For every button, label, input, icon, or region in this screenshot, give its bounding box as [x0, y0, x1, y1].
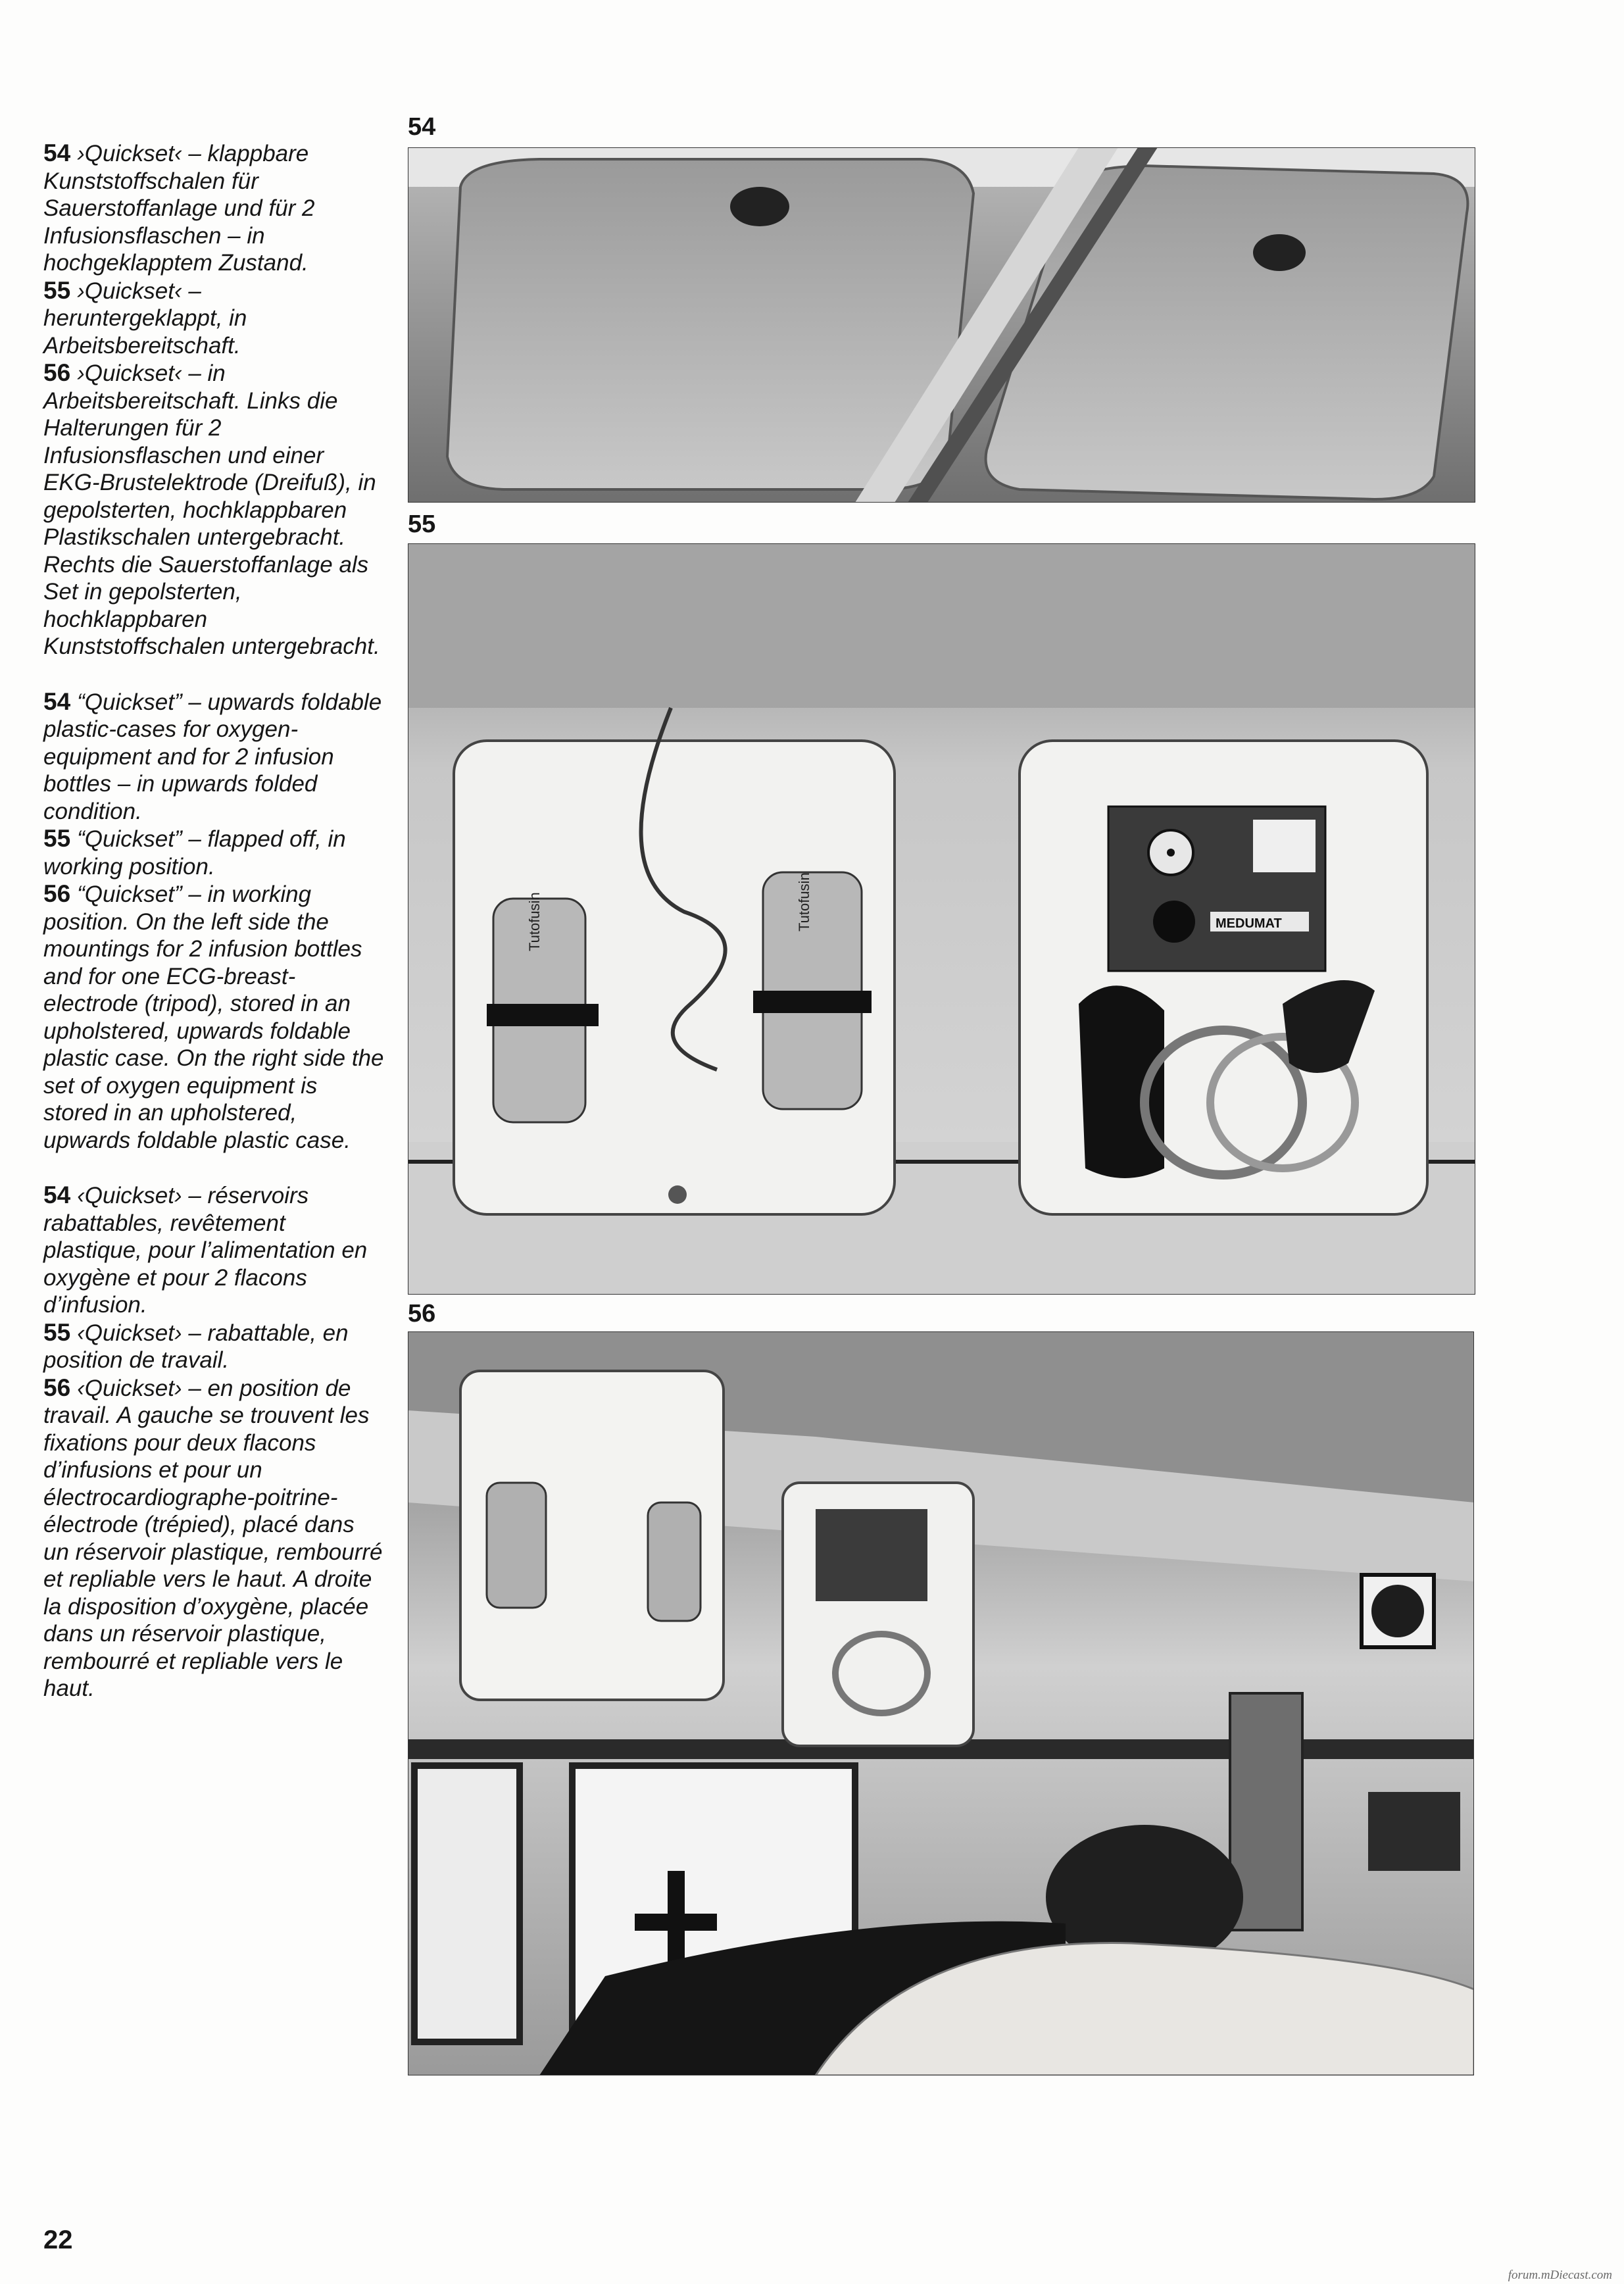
german-captions [43, 139, 385, 660]
caption-en-55: 55 “Quickset” – flapped off, in working position. [43, 825, 346, 880]
caption-de-55: 55 ›Quickset‹ – heruntergeklappt, in Arbeitsbereitschaft. [43, 276, 247, 359]
english-captions [43, 688, 385, 1154]
figure-55-label: 55 [408, 510, 436, 538]
caption-fr-55: 55 ‹Quickset› – rabattable, en position de travail. [43, 1318, 349, 1373]
photo-54 [408, 147, 1475, 503]
photo-54-drawing [408, 147, 1475, 503]
caption-en-56: 56 “Quickset” – in working position. On the left side the mountings for 2 infusion bottles and for one ECG-breast-electrode (tripod), stored in an upholstered, upwards foldable plastic case. On the right side the set of oxygen equipment is stored in an upholstered, upwards foldable plastic case. [43, 880, 384, 1153]
captions-column [43, 139, 385, 1730]
photo-56-drawing [408, 1331, 1474, 2075]
photo-55-drawing [408, 543, 1475, 1295]
bottle-label-left: Tutofusin [526, 892, 543, 951]
watermark: forum.mDiecast.com [1508, 2268, 1612, 2282]
french-captions [43, 1181, 385, 1702]
caption-fr-54: 54 ‹Quickset› – réservoirs rabattables, revêtement plastique, pour l’alimentation en oxygène et pour 2 flacons d’infusion. [43, 1181, 368, 1318]
caption-de-54: 54 ›Quickset‹ – klappbare Kunststoffschalen für Sauerstoffanlage und für 2 Infusionsflaschen – in hochgeklapptem Zustand. [43, 139, 315, 276]
photo-56 [408, 1331, 1474, 2075]
caption-en-54: 54 “Quickset” – upwards foldable plastic-cases for oxygen-equipment and for 2 infusion bottles – in upwards folded condition. [43, 687, 382, 824]
device-brand-label: MEDUMAT [1216, 916, 1282, 931]
figure-56-label: 56 [408, 1300, 436, 1328]
bottle-label-right: Tutofusin [796, 872, 812, 931]
photo-55 [408, 543, 1475, 1295]
caption-de-56: 56 ›Quickset‹ – in Arbeitsbereitschaft. Links die Halterungen für 2 Infusionsflaschen und einer EKG-Brustelektrode (Dreifuß), in gepolsterten, hochklappbaren Plastikschalen untergebracht. Rechts die Sauerstoffanlage als Set in gepolsterten, hochklappbaren Kunststoffschalen untergebracht. [43, 359, 380, 659]
figure-54-label: 54 [408, 113, 436, 141]
page-number: 22 [43, 2225, 73, 2254]
caption-fr-56: 56 ‹Quickset› – en position de travail. A gauche se trouvent les fixations pour deux flacons d’infusions et pour un électrocardiographe-poitrine-électrode (trépied), placé dans un réservoir plastique, rembourré et repliable vers le haut. A droite la disposition d’oxygène, placée dans un réservoir plastique, rembourré et repliable vers le haut. [43, 1374, 383, 1701]
